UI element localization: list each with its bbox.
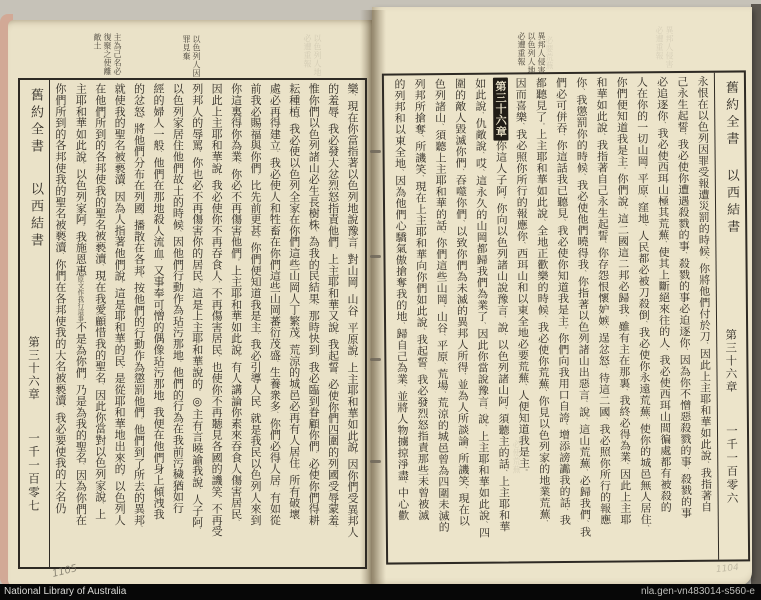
annotation-line: 必遭重報: [655, 26, 664, 60]
text-column: 和華如此說、我指著自己永生起誓、你存怨恨懷妒嫉、逞忿怒、待這二國、我必照你所行的報應: [594, 76, 612, 526]
bleedthrough-text: [655, 26, 674, 69]
annotation-line: 復聚之使離: [103, 33, 112, 76]
annotation-line: 必要荒蕪: [545, 36, 554, 70]
text-column: 處必再得建立、我必使人和牲畜在你們這些山岡蕃衍茂盛、生養衆多、你們必得人居、有如從: [268, 83, 282, 526]
text-column: 圍的敵人毀滅你們、吞噬你們、以致你們為未滅的異邦人所得、並為人所談論、所譏笑、現在以: [453, 77, 471, 527]
text-column: 你、我懲罰你的時候、我必使他們曉得我、你指著以色列諸山出惡言、說、這山荒蕪、必歸我們、我: [574, 76, 592, 538]
work-title: 舊約全書: [28, 88, 43, 156]
text-column: 永恨在以色列因罪受報遭災罰的時候、你將他們付於刀、因此上主耶和華如此說、我指著自: [695, 75, 713, 513]
margin-annotation: [517, 32, 546, 75]
text-column: 以色列家居住他們故土的時候、因他們行動作為玷污那地、他們的行為在我前污穢猶如行: [171, 83, 185, 514]
annotation-line: 異邦人侵害: [537, 32, 546, 75]
text-column: 樂、現在你當指著以色列地說豫言、對山岡、山谷、平原說、上主耶和華如此說、因你們受異邦人: [346, 83, 359, 538]
scan-caption-bar: [0, 584, 761, 600]
margin-annotation: [182, 35, 201, 78]
binding-stitch: [370, 255, 381, 258]
annotation-line: 必遭重報: [303, 34, 312, 68]
text-column: 的羞辱、我必發大忿烈怒指責他們、上主耶和華又說、我起誓、必使你們四圍的列國受辱蒙羞、: [326, 83, 340, 532]
text-column: 你這裏得你為業、你必不再傷害他們。上主耶和華如此說、有人講論你素來吞食人傷害居民、: [229, 83, 243, 526]
text-column: 必追逐你、我必使西珥山極其荒蕪、使其上斷絕來往的人、我必使西珥山間徧處都有被殺的: [655, 76, 673, 513]
text-column: 因而喜樂、我必照你所行的報應你、西珥山和以東全地必要荒蕪、人便知道我是主。: [514, 77, 531, 475]
right-page-text-frame: [382, 70, 750, 564]
text-column: 都聽見了。上主耶和華如此說、全地正歡樂的時候、我必使你荒蕪、你見以色列家的地業荒蕪、: [534, 77, 552, 526]
left-page-text-frame: [18, 78, 367, 569]
backdrop-right-edge: [751, 4, 761, 586]
left-page-margin-column: [20, 80, 50, 567]
pencil-folio-number: 1105: [51, 563, 79, 580]
work-title: 舊約全書: [722, 80, 739, 149]
annotation-line: 必遭重報: [517, 32, 526, 66]
binding-stitch: [370, 460, 381, 463]
annotation-line: 以色列人地: [527, 32, 536, 75]
chapter-heading: 第三十六章: [493, 77, 509, 140]
margin-annotation: [93, 33, 122, 76]
binding-stitch: [370, 150, 381, 153]
annotation-line: 以色列人因: [192, 35, 201, 78]
interlinear-note: 原文作我行這事: [76, 276, 85, 322]
text-column: 惟你們以色列諸山必生長樹株、為我的民結果、那時快到、我必臨到眷顧你們、必使你們得耕: [307, 83, 321, 526]
bleedthrough-text: [545, 36, 554, 70]
right-page-text-area: [387, 76, 716, 560]
text-column: 人在你的一切山岡、平原、窪地、人民都必被刀殺倒、我必使你永遠荒蕪、使你的城邑無人居住、: [635, 76, 653, 531]
text-column: 在他們所到的各邦使我的聖名被褻瀆、現在我愛顧惜我的聖名、因此你當對以色列家說、上: [93, 83, 107, 520]
text-column: 就使我的聖名被褻瀆、因為人指著他們說、這是耶和華的民、是從耶和華地出來的、以色列人: [113, 83, 127, 526]
text-column: 如此說、仇敵說、哎、這永久的山岡都歸我們為業了、因此你當說豫言、說、上主耶和華如此說、四: [473, 77, 491, 539]
text-column: 的忿怒、將他們分布在列國、播散在各邦、按他們的行動作為懲罰他們、他們到了所去的異邦、: [132, 83, 146, 532]
text-column: 己永生起誓、我必使你遭遇殺戮的事、殺戮的事必迫逐你、因為你不憎惡殺戮的事、殺戮的事: [675, 75, 693, 519]
annotation-line: 敵土: [93, 33, 102, 50]
text-column: 因此上主耶和華說、我必使你不再吞食人、不再傷害居民、也使你不再聽見各國的譏笑、不再受: [210, 83, 224, 537]
catalog-id: nla.gen-vn483014-s560-e: [641, 586, 755, 597]
text-column: 你們所到的各邦使我的聖名被褻瀆、你們在各邦使我的大名被褻瀆、我必要使我的大名仍: [53, 83, 67, 514]
page-number: 一千一百零六: [724, 424, 740, 506]
book-title: 以西結書: [723, 168, 740, 237]
text-column: 們必可併吞、你這話我已聽見、我必使你知道我是主。你們向我用口自誇、增添謗讟我的話、我: [554, 76, 572, 526]
text-column: 色列諸山、須聽上主耶和華的話、你們這些山岡、山谷、平原、荒場、荒涼的城邑曾為四圍未滅的: [433, 78, 451, 533]
text-column: 的列邦和以東全地、因為他們心驕氣傲搶奪我的地、歸自己為業、並將人物擄掠淨盡、中心歡: [392, 78, 410, 522]
text-column: 耘種植、我必使以色列全家在你們這些山岡人丁繁茂、荒涼的城邑必再有人居住、所有破壞: [287, 83, 301, 520]
annotation-line: 異邦人侵害: [665, 26, 674, 69]
page-number: 一千一百零七: [27, 432, 41, 513]
right-page-margin-column: [714, 72, 748, 559]
text-column: 經的婦人一般、他們在那地殺人流血、又事奉可憎的偶像玷污那地、我便在他們身上傾洩我: [151, 83, 165, 520]
annotation-line: 主為己名必: [113, 33, 122, 76]
left-page-text-area: [52, 83, 362, 564]
pencil-folio-number: 1104: [715, 562, 740, 576]
annotation-line: 必使荒蕪: [512, 440, 521, 474]
text-column: 列邦所搶奪、所譏笑、現在上主耶和華向你們如此說、我起誓、我必發烈怒指責那些未曾被滅: [413, 78, 430, 521]
annotation-line: 以色列人地: [313, 34, 322, 77]
text-column: 列邦人的辱罵、你也必不再傷害你的居民、這是上主耶和華說的。◎主有言曉諭我說、人子阿、: [190, 83, 204, 534]
text-column: 第三十六章你這人子阿、你向以色列諸山說豫言、說、以色列諸山阿、須聽主的話、上主耶和華: [490, 77, 514, 558]
binding-stitch: [370, 358, 381, 361]
chapter-label: 第三十六章: [724, 328, 739, 394]
library-label: National Library of Australia: [4, 586, 127, 597]
annotation-line: 罪見棄: [182, 35, 191, 61]
text-column: 你們便知道我是主。你們說、這二國這二邦必歸我、雖有主在那裏、我終必得為業、因此上主耶: [615, 76, 633, 526]
bleedthrough-text: [303, 34, 322, 77]
text-column: 前我必賜福與你們、比先前更甚、你們便知道我是主、我必引導人民、就是我民以色列人來到: [248, 83, 262, 526]
text-column: 主耶和華如此說、以色列家阿、我施恩惠原文作我行這事不是為你們、乃是為我的聖名、因為你們在: [74, 83, 88, 526]
book-title: 以西結書: [28, 182, 43, 250]
chapter-label: 第三十六章: [27, 336, 41, 401]
